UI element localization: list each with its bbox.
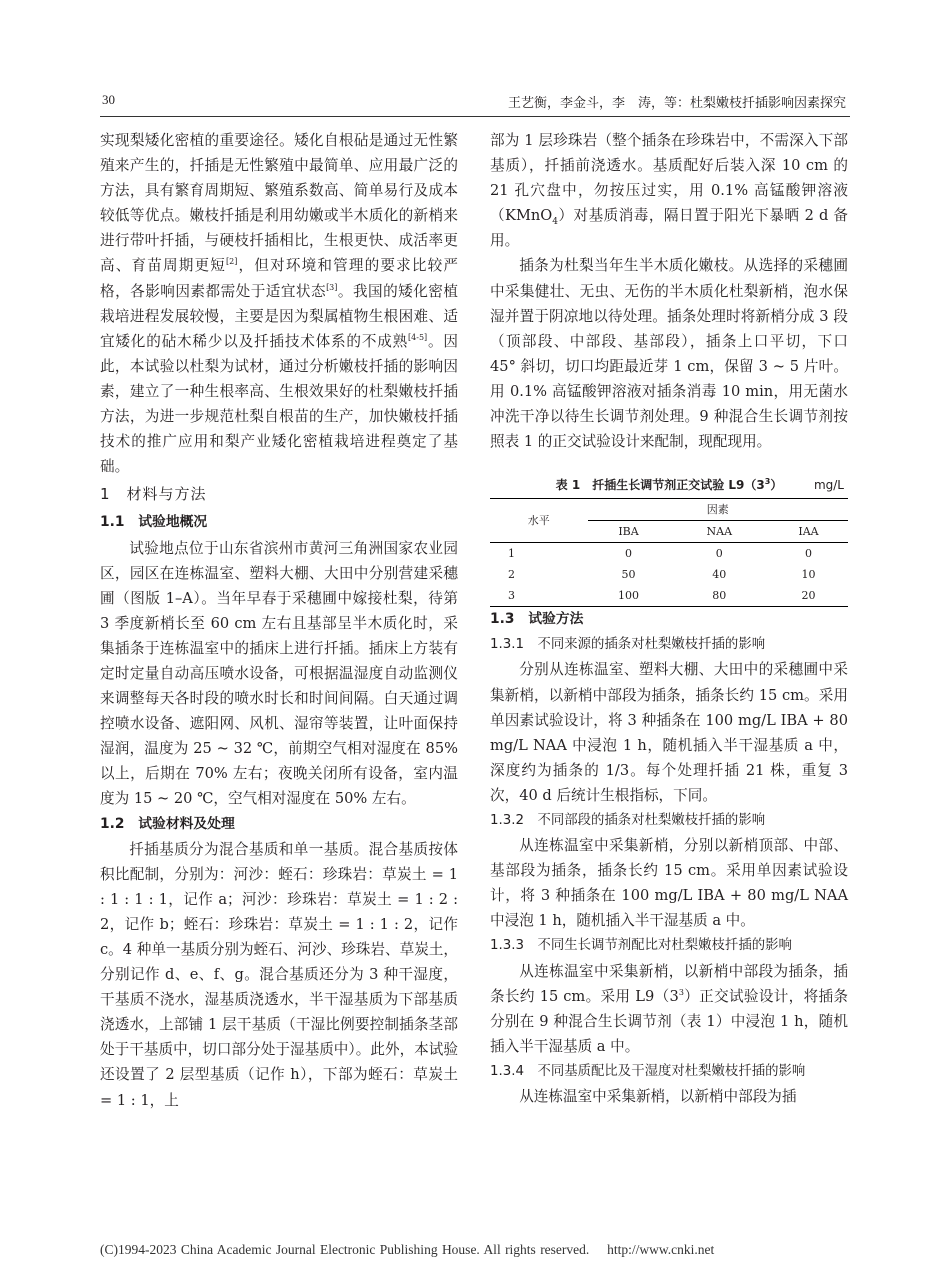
- header-rule: [100, 116, 850, 117]
- section-heading: 1 材料与方法: [100, 485, 207, 504]
- method-131-paragraph: 分别从连栋温室、塑料大棚、大田中的采穗圃中采集新梢，以新梢中部段为插条，插条长约 15 cm。采用单因素试验设计，将 3 种插条在 100 mg/L IBA + 80 mg/L NAA 中浸泡 1 h，随机插入半干湿基质 a 中，深度约为插条的 1/3。每个处理扦插 21 株，重复 3 次，40 d 后统计生根指标，下同。: [490, 661, 848, 804]
- page-number: 30: [102, 92, 115, 107]
- table-unit: mg/L: [813, 478, 844, 493]
- subsection-heading: 1.3 试验方法: [490, 611, 584, 628]
- citation[interactable]: [4-5]: [408, 332, 428, 342]
- subsubsection-heading: 1.3.2 不同部段的插条对杜梨嫩枝扦插的影响: [490, 812, 766, 828]
- continued-paragraph: 部为 1 层珍珠岩（整个插条在珍珠岩中，不需深入下部基质），扦插前浇透水。基质配好后装入深 10 cm 的 21 孔穴盘中，勿按压过实，用 0.1% 高锰酸钾溶液（KMnO$_4$）对基质消毒，隔日置于阳光下暴晒 2 d 备用。: [490, 132, 848, 250]
- citation[interactable]: [2]: [226, 257, 238, 267]
- right-column: [490, 128, 848, 1109]
- table-header-naa: NAA: [706, 525, 733, 539]
- subsection-heading: 1.2 试验材料及处理: [100, 815, 235, 832]
- table-row: 1 0 0 0: [508, 547, 813, 561]
- method-133-paragraph: 从连栋温室中采集新梢，以新梢中部段为插条，插条长约 15 cm。采用 $L9(3^3)$正交试验设计，将插条分别在 9 种混合生长调节剂（表 1）中浸泡 1 h，随机插入半干湿基质 a 中。: [490, 962, 848, 1055]
- subsubsection-heading: 1.3.3 不同生长调节剂配比对杜梨嫩枝扦插的影响: [490, 938, 792, 954]
- table-row: 2 50 40 10: [508, 568, 816, 582]
- left-column: [100, 128, 458, 1113]
- table-caption: 表 1 扦插生长调节剂正交试验 $L9(3^3)$ mg/L: [555, 477, 844, 493]
- cutting-paragraph: 插条为杜梨当年生半木质化嫩枝。从选择的采穗圃中采集健壮、无虫、无伤的半木质化杜梨新梢，泡水保湿并置于阴凉地以待处理。插条处理时将新梢分成 3 段（顶部段、中部段、基部段），插条上口平切，下口 45° 斜切，切口均距最近芽 1 cm，保留 3 ~ 5 片叶。用 0.1% 高锰酸钾溶液对插条消毒 10 min，用无菌水冲洗干净以待生长调节剂处理。9 种混合生长调节剂按照表 1 的正交试验设计来配制，现配现用。: [490, 257, 848, 451]
- table-header-iba: IBA: [618, 525, 639, 539]
- subsubsection-heading: 1.3.1 不同来源的插条对杜梨嫩枝扦插的影响: [490, 637, 766, 653]
- subsubsection-heading: 1.3.4 不同基质配比及干湿度对杜梨嫩枝扦插的影响: [490, 1063, 806, 1079]
- method-132-paragraph: 从连栋温室中采集新梢，分别以新梢顶部、中部、基部段为插条，插条长约 15 cm。采用单因素试验设计，将 3 种插条在 100 mg/L IBA + 80 mg/L NAA 中浸泡 1 h，随机插入半干湿基质 a 中。: [490, 837, 848, 930]
- material-paragraph: 扦插基质分为混合基质和单一基质。混合基质按体积比配制，分别为：河沙：蛭石：珍珠岩：草炭土 = 1 : 1 : 1 : 1，记作 a；河沙：珍珠岩：草炭土 = 1 : 2 : 2，记作 b；蛭石：珍珠岩：草炭土 = 1 : 1 : 2，记作 c。4 种单一基质分别为蛭石、河沙、珍珠岩、草炭土，分别记作 d、e、f、g。混合基质还分为 3 种干湿度，干基质不浇水，湿基质浇透水，半干湿基质为下部基质浇透水，上部铺 1 层干基质（干湿比例要控制插条茎部处于干基质中，切口部分处于湿基质中）。此外，本试验还设置了 2 层型基质（记作 h），下部为蛭石：草炭土 = 1 : 1，上: [100, 840, 458, 1109]
- table-header-level: 水平: [490, 499, 588, 543]
- table-row: 3 100 80 20: [490, 585, 848, 607]
- table-header-iaa: IAA: [798, 525, 819, 539]
- site-paragraph: 试验地点位于山东省滨州市黄河三角洲国家农业园区，园区在连栋温室、塑料大棚、大田中分别营建采穗圃（图版 1–A）。当年早春于采穗圃中嫁接杜梨，待第 3 季度新梢长至 60 cm 左右且基部呈半木质化时，采集插条于连栋温室中的插床上进行扦插。插床上方装有定时定量自动高压喷水设备，可根据温湿度自动监测仪来调整每天各时段的喷水时长和时间间隔。白天通过调控喷水设备、遮阳网、风机、湿帘等装置，让叶面保持湿润，温度为 25 ~ 32 ℃，前期空气相对湿度在 85% 以上，后期在 70% 左右；夜晚关闭所有设备，室内温度为 15 ~ 20 ℃，空气相对湿度在 50% 左右。: [100, 539, 458, 808]
- table-header-factor: 因素: [588, 499, 848, 521]
- copyright-footer: (C)1994-2023 China Academic Journal Electronic Publishing House. All rights reserved. http://www.cnki.net: [100, 1242, 715, 1257]
- intro-paragraph: 实现梨矮化密植的重要途径。矮化自根砧是通过无性繁殖来产生的，扦插是无性繁殖中最简单、应用最广泛的方法，具有繁育周期短、繁殖系数高、简单易行及成本较低等优点。嫩枝扦插是利用幼嫩或半木质化的新梢来进行带叶扦插，与硬枝扦插相比，生根更快、成活率更高、育苗周期更短[2]，但对环境和管理的要求比较严格，各影响因素都需处于适宜状态[3]。我国的矮化密植栽培进程发展较慢，主要是因为梨属植物生根困难、适宜矮化的砧木稀少以及扦插技术体系的不成熟[4-5]。因此，本试验以杜梨为试材，通过分析嫩枝扦插的影响因素，建立了一种生根率高、生根效果好的杜梨嫩枝扦插方法，为进一步规范杜梨自根苗的生产，加快嫩枝扦插技术的推广应用和梨产业矮化密植栽培进程奠定了基础。: [100, 132, 458, 476]
- citation[interactable]: [3]: [326, 282, 338, 292]
- running-header: 王艺衡，李金斗，李 涛，等：杜梨嫩枝扦插影响因素探究: [507, 96, 846, 111]
- method-134-paragraph: 从连栋温室中采集新梢，以新梢中部段为插: [519, 1088, 797, 1105]
- subsection-heading: 1.1 试验地概况: [100, 514, 208, 531]
- orthogonal-table: [490, 498, 848, 607]
